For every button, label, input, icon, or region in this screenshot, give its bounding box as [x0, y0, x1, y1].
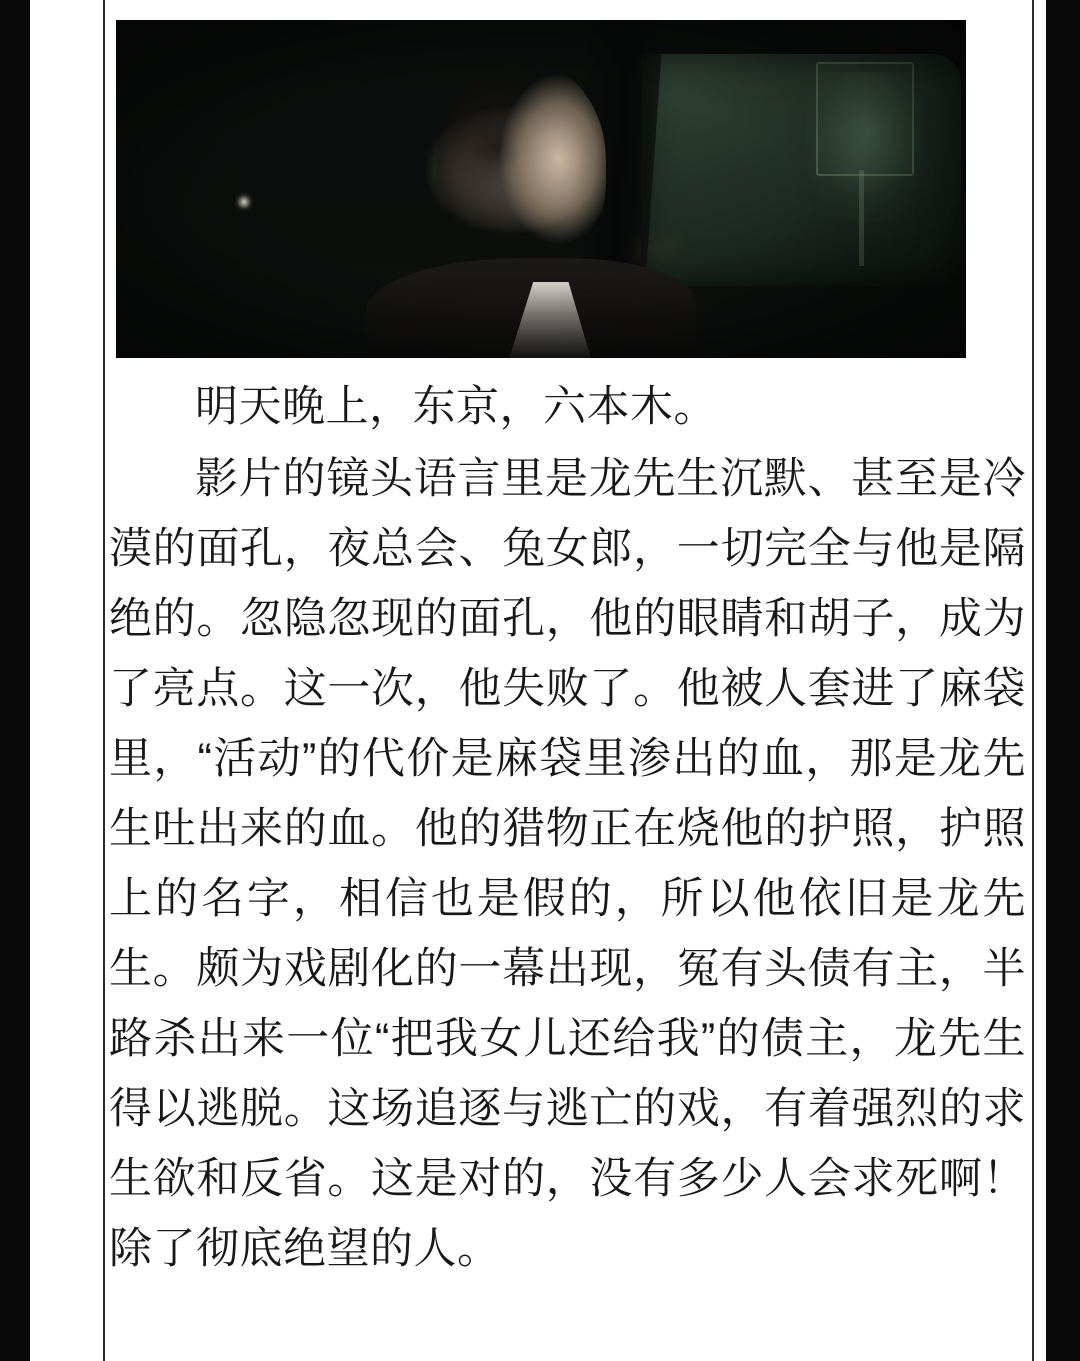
- article-body: [105, 372, 1032, 1286]
- paragraph: 明天晚上，东京，六本木。: [195, 383, 717, 431]
- left-gutter: [0, 0, 30, 1361]
- film-still-image: [116, 20, 966, 358]
- image-vignette: [116, 20, 966, 358]
- right-gutter: [1046, 0, 1080, 1361]
- content-column: [105, 0, 1032, 1361]
- paragraph: 影片的镜头语言里是龙先生沉默、甚至是冷漠的面孔，夜总会、兔女郎，一切完全与他是隔绝的。忽隐忽现的面孔，他的眼睛和胡子，成为了亮点。这一次，他失败了。他被人套进了麻袋里，“活动”的代价是麻袋里渗出的血，那是龙先生吐出来的血。他的猎物正在烧他的护照，护照上的名字，相信也是假的，所以他依旧是龙先生。颇为戏剧化的一幕出现，冤有头债有主，半路杀出来一位“把我女儿还给我”的债主，龙先生得以逃脱。这场追逐与逃亡的戏，有着强烈的求生欲和反省。这是对的，没有多少人会求死啊！除了彻底绝望的人。: [109, 455, 1026, 1273]
- right-margin-rule: [1032, 0, 1034, 1361]
